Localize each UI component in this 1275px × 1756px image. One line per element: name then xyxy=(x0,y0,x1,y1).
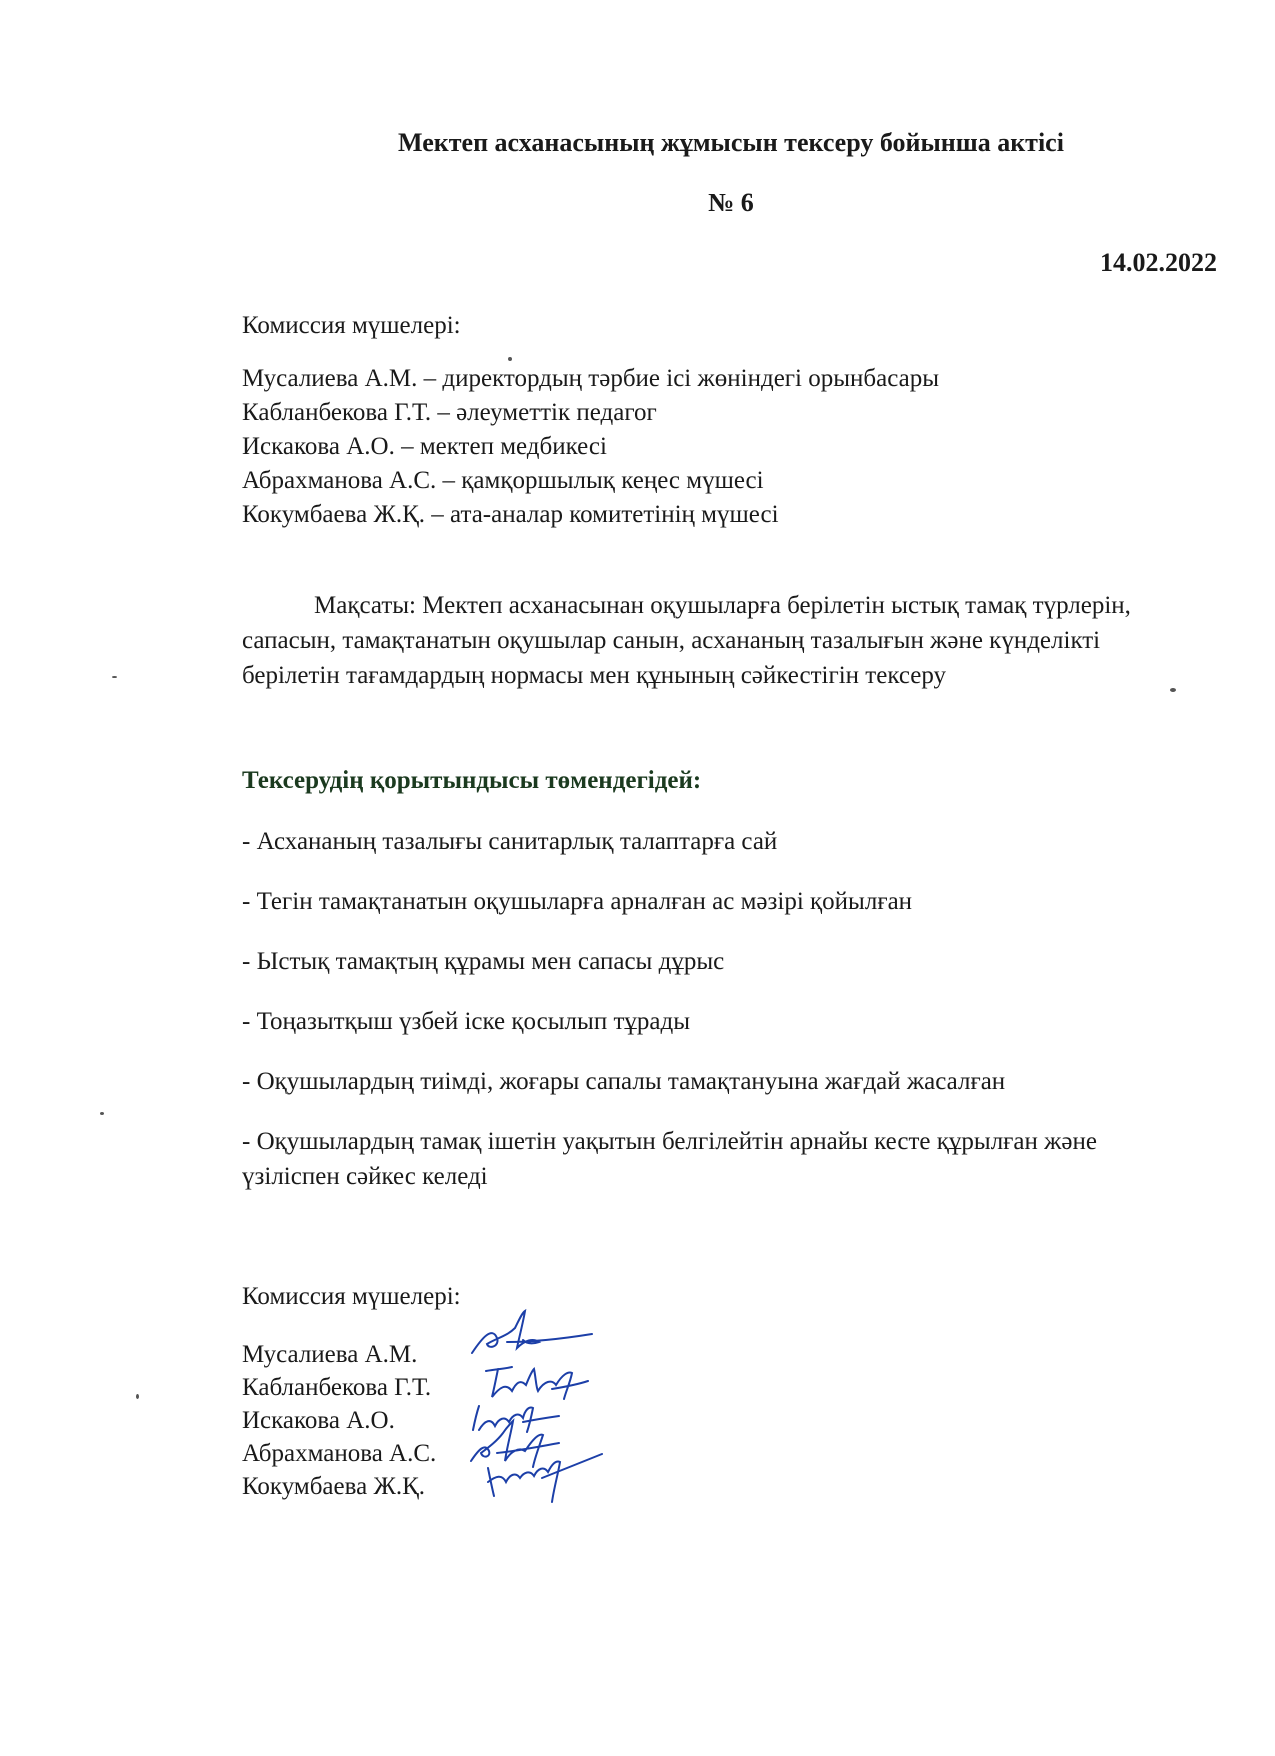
member-line: Кокумбаева Ж.Қ. – ата-аналар комитетінің мүшесі xyxy=(242,501,779,528)
member-line: Кабланбекова Г.Т. – әлеуметтік педагог xyxy=(242,399,657,426)
signature-row xyxy=(242,1470,1202,1503)
scan-speck xyxy=(1170,688,1176,692)
findings-list xyxy=(242,824,1202,1194)
signatory-name: Кокумбаева Ж.Қ. xyxy=(242,1473,426,1500)
finding-item: - Тоңазытқыш үзбей іске қосылып тұрады xyxy=(242,1008,690,1035)
finding-item: - Оқушылардың тамақ ішетін уақытын белгілейтін арнайы кесте құрылған және үзіліспен сәйкес келеді xyxy=(242,1128,1097,1190)
purpose-text: Мақсаты: Мектеп асханасынан оқушыларға берілетін ыстық тамақ түрлерін, сапасын, тамақтанатын оқушылар санын, асхананың тазалығын және күнделікті берілетін тағамдардың нормасы мен құнының сәйкестігін тексеру xyxy=(242,592,1131,689)
conclusion-heading: Тексерудің қорытындысы төмендегідей: xyxy=(242,767,702,794)
handwritten-signature xyxy=(467,1308,597,1368)
document-date: 14.02.2022 xyxy=(1100,248,1217,277)
signatures-list xyxy=(242,1338,1202,1503)
finding-item: - Тегін тамақтанатын оқушыларға арналған ас мәзірі қойылған xyxy=(242,888,913,915)
scan-speck xyxy=(112,676,117,678)
member-line: Абрахманова А.С. – қамқоршылық кеңес мүшесі xyxy=(242,467,764,494)
commission-heading: Комиссия мүшелері: xyxy=(242,312,461,339)
scan-speck xyxy=(136,1394,139,1399)
signature-row xyxy=(242,1338,1202,1371)
purpose-paragraph xyxy=(242,588,1177,693)
signatures-heading: Комиссия мүшелері: xyxy=(242,1283,461,1310)
scan-speck xyxy=(100,1112,104,1115)
signatory-name: Абрахманова А.С. xyxy=(242,1440,437,1467)
signature-row xyxy=(242,1437,1202,1470)
document-number: № 6 xyxy=(708,188,754,217)
member-line: Мусалиева А.М. – директордың тәрбие ісі жөніндегі орынбасары xyxy=(242,365,940,392)
member-line: Искакова А.О. – мектеп медбикесі xyxy=(242,433,607,460)
signatory-name: Кабланбекова Г.Т. xyxy=(242,1374,432,1401)
signatory-name: Искакова А.О. xyxy=(242,1407,395,1434)
handwritten-signature xyxy=(482,1361,592,1403)
handwritten-signature xyxy=(482,1448,607,1508)
finding-item: - Оқушылардың тиімді, жоғары сапалы тамақтануына жағдай жасалған xyxy=(242,1068,1006,1095)
signature-row xyxy=(242,1371,1202,1404)
members-list xyxy=(242,362,1202,532)
document-title: Мектеп асханасының жұмысын тексеру бойынша актісі xyxy=(398,128,1064,157)
scan-speck xyxy=(508,357,512,361)
signature-row xyxy=(242,1404,1202,1437)
finding-item: - Асхананың тазалығы санитарлық талаптарға сай xyxy=(242,828,778,855)
finding-item: - Ыстық тамақтың құрамы мен сапасы дұрыс xyxy=(242,948,725,975)
signatory-name: Мусалиева А.М. xyxy=(242,1341,418,1368)
